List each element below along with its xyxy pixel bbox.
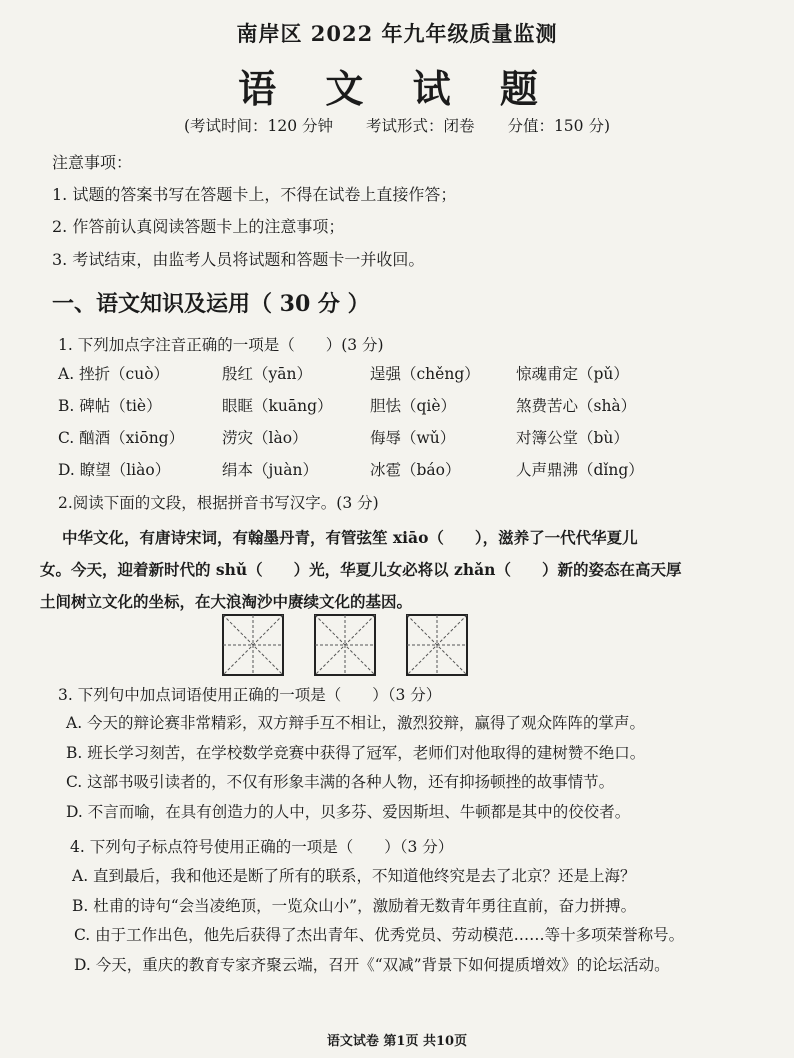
q4-option-a: A. 直到最后，我和他还是断了所有的联系，不知道他终究是去了北京？还是上海？ [72,867,636,885]
q3-option-d: D. 不言而喻，在具有创造力的人中，贝多芬、爱因斯坦、牛顿都是其中的佼佼者。 [66,803,631,821]
q4-option-c: C. 由于工作出色，他先后获得了杰出青年、优秀党员、劳动模范……等十多项荣誉称号。 [74,926,685,944]
q1-stem: 1. 下列加点字注音正确的一项是（ ）(3 分) [58,336,384,354]
q2-stem: 2.阅读下面的文段，根据拼音书写汉字。(3 分) [58,494,379,512]
writing-box-3[interactable] [406,614,468,676]
q2-para-line-1: 中华文化，有唐诗宋词，有翰墨丹青，有管弦笙 xiāo（ ），滋养了一代代华夏儿 [62,528,638,547]
tianzige-grids [222,614,562,678]
q1-option-c2: 涝灾（lào） [222,429,308,447]
q1-option-c4: 对簿公堂（bù） [516,429,629,447]
q1-option-a2: 殷红（yān） [222,365,312,383]
exam-time: (考试时间：120 分钟 [183,117,334,135]
q1-option-d1: D. 瞭望（liào） [58,461,171,479]
q1-option-a3: 逞强（chěng） [370,365,480,383]
exam-score: 分值：150 分) [507,117,610,135]
q3-option-b: B. 班长学习刻苦，在学校数学竞赛中获得了冠军，老师们对他取得的建树赞不绝口。 [66,744,646,762]
notice-title: 注意事项： [52,153,133,172]
exam-form: 考试形式：闭卷 [365,117,475,135]
q1-option-b1: B. 碑帖（tiè） [58,397,162,415]
q1-option-d4: 人声鼎沸（dǐng） [516,461,644,479]
notice-item-3: 3. 考试结束，由监考人员将试题和答题卡一并收回。 [52,250,425,269]
writing-box-2[interactable] [314,614,376,676]
q1-option-c3: 侮辱（wǔ） [370,429,456,447]
subject-title: 语 文 试 题 [238,66,556,111]
q3-option-c: C. 这部书吸引读者的，不仅有形象丰满的各种人物，还有抑扬顿挫的故事情节。 [66,773,615,791]
section-title: 一、语文知识及运用（ 30 分 ） [52,291,370,317]
notice-item-2: 2. 作答前认真阅读答题卡上的注意事项； [52,217,345,236]
q1-option-b4: 煞费苦心（shà） [516,397,637,415]
q1-option-b3: 胆怯（qiè） [370,397,457,415]
q2-para-line-2: 女。今天，迎着新时代的 shǔ（ ）光，华夏儿女必将以 zhǎn（ ）新的姿态在高天厚 [40,560,682,579]
q4-option-b: B. 杜甫的诗句“会当凌绝顶，一览众山小”，激励着无数青年勇往直前，奋力拼搏。 [72,897,637,915]
writing-box-1[interactable] [222,614,284,676]
q1-option-a1: A. 挫折（cuò） [58,365,170,383]
q4-option-d: D. 今天，重庆的教育专家齐聚云端，召开《“双减”背景下如何提质增效》的论坛活动。 [74,956,670,974]
q1-option-a4: 惊魂甫定（pǔ） [516,365,629,383]
q4-stem: 4. 下列句子标点符号使用正确的一项是（ ）（3 分） [70,838,454,856]
q1-option-b2: 眼眶（kuāng） [222,397,333,415]
page-footer: 语文试卷 第1页 共10页 [326,1034,468,1049]
exam-name: 南岸区 2022 年九年级质量监测 [236,21,558,46]
q3-option-a: A. 今天的辩论赛非常精彩，双方辩手互不相让，激烈狡辩，赢得了观众阵阵的掌声。 [66,714,646,732]
q3-stem: 3. 下列句中加点词语使用正确的一项是（ ）（3 分） [58,686,442,704]
q2-para-line-3: 土间树立文化的坐标，在大浪淘沙中赓续文化的基因。 [40,592,413,611]
notice-item-1: 1. 试题的答案书写在答题卡上，不得在试卷上直接作答； [52,185,457,204]
q1-option-c1: C. 酗酒（xiōng） [58,429,185,447]
exam-info [0,114,794,136]
q1-option-d3: 冰雹（báo） [370,461,461,479]
q1-option-d2: 绢本（juàn） [222,461,319,479]
